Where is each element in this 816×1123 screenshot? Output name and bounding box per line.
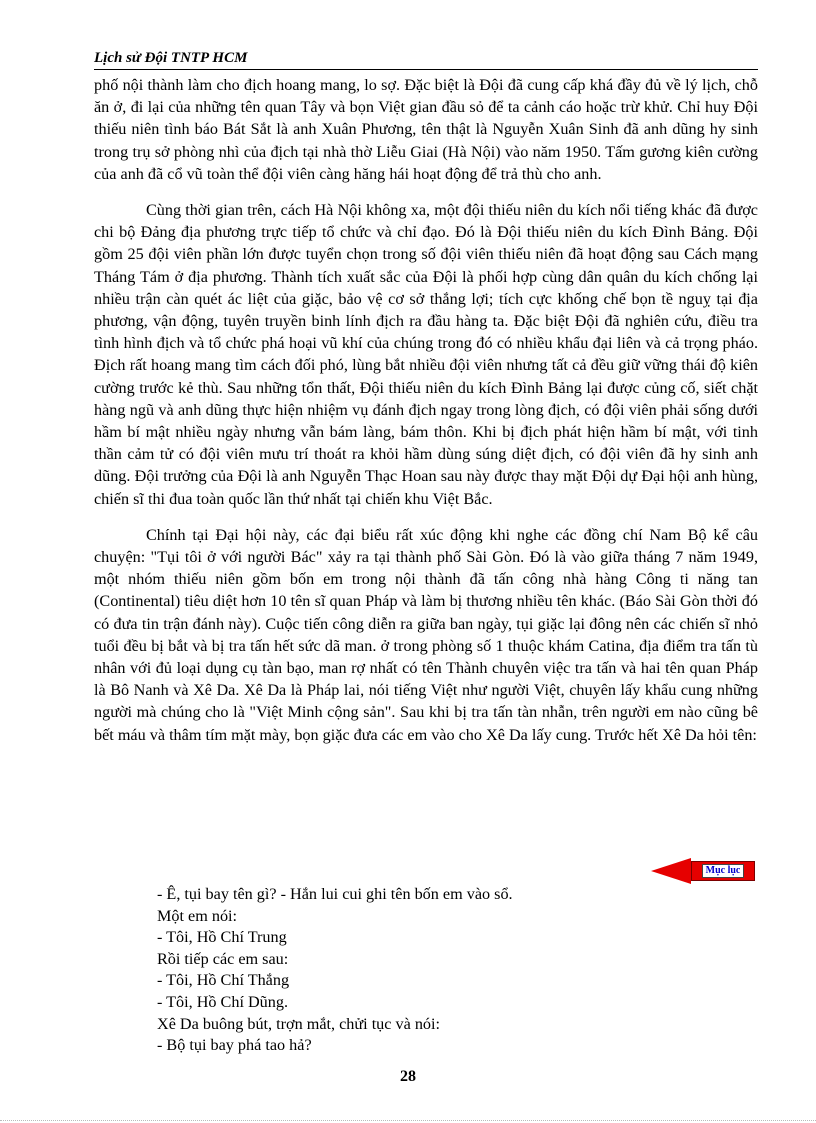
dialog-line: Xê Da buông bút, trợn mắt, chửi tục và nói: [157, 1014, 441, 1033]
paragraph-1: phố nội thành làm cho địch hoang mang, lo sợ. Đặc biệt là Đội đã cung cấp khá đầy đủ về lý lịch, chỗ ăn ở, đi lại của những tên quan Tây và bọn Việt gian đầu sỏ để ta cảnh cáo hoặc trừ khử. Chỉ huy Đội thiếu niên tình báo Bát Sắt là anh Xuân Phương, tên thật là Nguyễn Xuân Sinh đã anh dũng hy sinh trong trụ sở phòng nhì của địch tại nhà thờ Liễu Giai (Hà Nội) vào năm 1950. Tấm gương kiên cường của anh đã cổ vũ toàn thể đội viên càng hăng hái hoạt động để trả thù cho anh. [94, 76, 758, 183]
dialog-line: - Tôi, Hồ Chí Thắng [157, 971, 290, 990]
header-rule [94, 69, 758, 70]
paragraph-2: Cùng thời gian trên, cách Hà Nội không xa, một đội thiếu niên du kích nổi tiếng khác đã được chi bộ Đảng địa phương trực tiếp tổ chức và chỉ đạo. Đó là Đội thiếu niên du kích Đình Bảng. Đội gồm 25 đội viên phần lớn được tuyển chọn trong số đội viên thiếu niên đã hoạt động sau Cách mạng Tháng Tám ở địa phương. Thành tích xuất sắc của Đội là phối hợp cùng dân quân du kích chống lại nhiều trận càn quét ác liệt của giặc, bảo vệ cơ sở thắng lợi; tích cực khống chế bọn tề nguỵ tại địa phương, vận động, tuyên truyền binh lính địch ra đầu hàng ta. Đặc biệt Đội đã nghiên cứu, điều tra tình hình địch và tổ chức phá hoại vũ khí của chúng trong đó có nhiều khẩu đại liên và cả trọng pháo. Địch rất hoang mang tìm cách đối phó, lùng bắt nhiều đội viên nhưng tất cả đều giữ vững thái độ kiên cường trước kẻ thù. Sau những tổn thất, Đội thiếu niên du kích Đình Bảng lại được củng cố, siết chặt hàng ngũ và anh dũng thực hiện nhiệm vụ đánh địch ngay trong lòng địch, có đội viên phải sống dưới hầm bí mật nhiều ngày nhưng vẫn bám làng, bám thôn. Khi bị địch phát hiện hầm bí mật, với tinh thần cảm tử có đội viên mưu trí thoát ra khỏi hầm dùng súng diệt địch, có đội viên đã hy sinh anh dũng. Đội trưởng của Đội là anh Nguyễn Thạc Hoan sau này được thay mặt Đội dự Đại hội anh hùng, chiến sĩ thi đua toàn quốc lần thứ nhất tại chiến khu Việt Bắc. [94, 201, 758, 508]
toc-label: Mục lục [702, 864, 745, 878]
paragraph-3: Chính tại Đại hội này, các đại biểu rất xúc động khi nghe các đồng chí Nam Bộ kể câu chuyện: "Tụi tôi ở với người Bác" xảy ra tại thành phố Sài Gòn. Đó là vào giữa tháng 7 năm 1949, một nhóm thiếu niên gồm bốn em trong nội thành đã tấn công nhà hàng Công ti năng tan (Continental) tiêu diệt hơn 10 tên sĩ quan Pháp và làm bị thương nhiều tên khác. (Báo Sài Gòn thời đó có đưa tin trận đánh này). Cuộc tiến công diễn ra giữa ban ngày, tụi giặc lại đông nên các chiến sĩ nhỏ tuổi đều bị bắt và bị tra tấn hết sức dã man. ở trong phòng số 1 thuộc khám Catina, địa điểm tra tấn tù nhân với đủ loại dụng cụ tàn bạo, man rợ nhất có tên Thành chuyên việc tra tấn và hai tên quan Pháp là Bô Nanh và Xê Da. Xê Da là Pháp lai, nói tiếng Việt như người Việt, chuyên lấy khẩu cung những người mà chúng cho là "Việt Minh cộng sản". Sau khi bị tra tấn tàn nhẫn, trên người em nào cũng bê bết máu và thâm tím mặt mày, bọn giặc đưa các em vào cho Xê Da lấy cung. Trước hết Xê Da hỏi tên: [94, 525, 758, 744]
dialog-line: - Ê, tụi bay tên gì? - Hắn lui cui ghi tên bốn em vào sổ. [157, 885, 513, 903]
dialog-block [157, 884, 657, 1057]
left-arrow-icon [651, 858, 691, 884]
page-edge-divider [0, 1120, 816, 1121]
dialog-line: Một em nói: [157, 906, 238, 925]
dialog-line: - Tôi, Hồ Chí Dũng. [157, 992, 289, 1011]
body-text [94, 74, 758, 746]
running-header: Lịch sử Đội TNTP HCM [94, 50, 248, 66]
dialog-line: - Tôi, Hồ Chí Trung [157, 928, 287, 947]
page-number: 28 [400, 1068, 416, 1085]
dialog-line: Rồi tiếp các em sau: [157, 949, 289, 968]
arrow-shaft [691, 861, 755, 881]
dialog-line: - Bộ tụi bay phá tao hả? [157, 1036, 312, 1055]
table-of-contents-button[interactable] [651, 858, 755, 884]
